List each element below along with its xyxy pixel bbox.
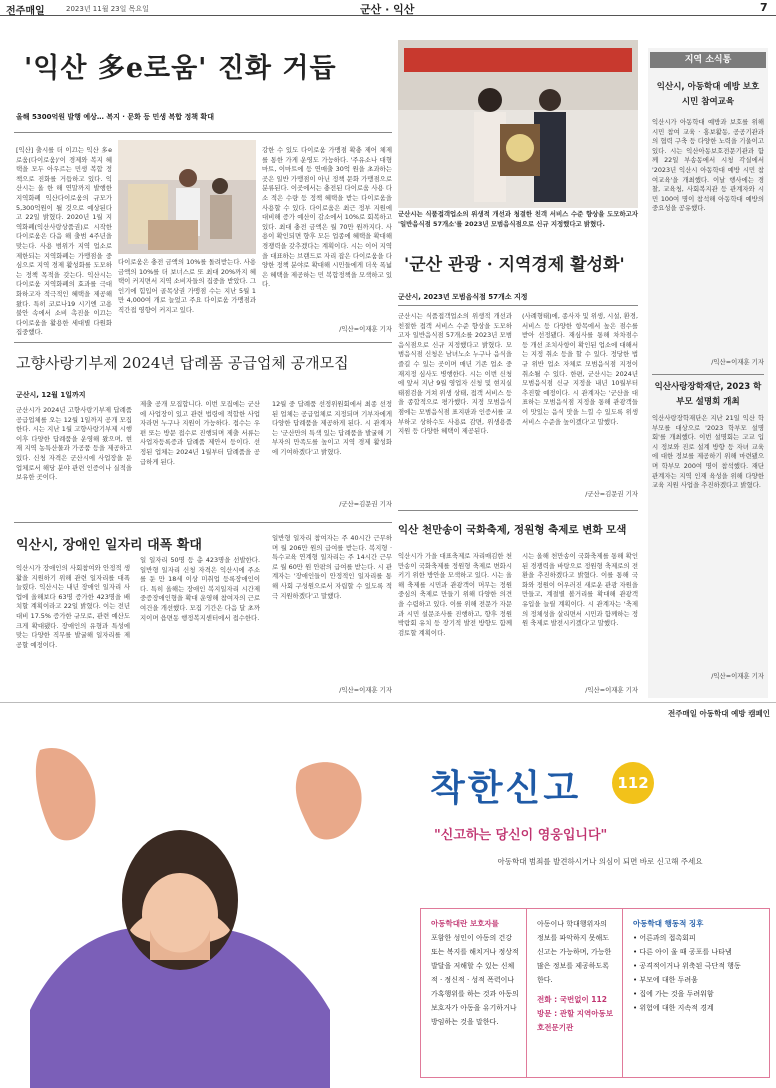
byline: /익산=이재훈 기자 xyxy=(339,686,392,694)
article-body: (사례형태)에, 종사자 및 위생, 시설, 환경, 서비스 등 다양한 항목에서 높은 점수를 받아 선정됐다. 재심사를 통해 차차점수 등 개선 조치사항이 확인된 업소에 대해서는 지정 취소 등을 할 수 있다. 정당한 법규 위반 업소 자체로 모범음식점 지정이 취소될 수 있다. 한편, 군산시는 2024년 모범음식점 신규 지정을 내년 10월부터 추진할 예정이다. 시 관계자는 '군산을 대표하는 모범음식점 지정을 통해 관광객들이 맛있는 음식 맛을 느낄 수 있도록 위생 서비스 수준을 높이겠다'고 말했다. xyxy=(522,312,638,426)
box-body: 포함한 성인이 아동의 건강 또는 복지를 해치거나 정상적 발달을 저해할 수 있는 신체적 · 정신적 · 성적 폭력이나 가혹행위를 하는 것과 아동의 보호자가 아동을 유기하거나 방임하는 것을 말한다. xyxy=(431,934,519,1026)
article-subheadline: 군산시, 2023년 모범음식점 57개소 지정 xyxy=(398,293,528,301)
article-body: 군산시는 식품접객업소의 위생적 개선과 친절한 접객 서비스 수준 향상을 도모하고자 일반음식점 57개소를 2023년 모범음식점으로 신규 지정했다고 밝혔다. 모범음식점 신청은 남녀노소 누구나 음식을 즐길 수 있는 곳이며 매년 기존 업소 중 재지정 심사도 병행한다. 시는 이번 신청에 앞서 지난 9월 영업자 신청 및 현지실태점검을 거쳐 위생 상태, 접객 서비스 등을 종합적으로 평가했다. 지정 모범음식점에는 모범음식점 표지판과 인증서를 교부하고 상하수도 사용료 감면, 위생용품 지원 등 다양한 혜택이 제공된다. xyxy=(398,312,512,436)
main-photo xyxy=(118,140,256,254)
article-body: 12월 중 답례품 선정위원회에서 최종 선정된 업체는 공급업체로 지정되며 기부자에게 다양한 답례품을 제공하게 된다. 시 관계자는 '군산만의 특색 있는 답례품을 발굴해 기부자의 만족도를 높이고 지역 경제 활성화에 기여하겠다'고 밝혔다. xyxy=(272,400,392,456)
byline: /익산=이재훈 기자 xyxy=(711,358,764,366)
article-body: 제출 공개 모집합니다. 이번 모집에는 군산에 사업장이 있고 관련 법령에 적합한 사업자라면 누구나 지원이 가능하다. 접수는 우편 또는 방문 접수로 진행되며 제출 서류는 사업자등록증과 답례품 제안서 등이다. 선정된 업체는 2024년 1월부터 답례품을 공급하게 된다. xyxy=(140,400,260,466)
byline: /군산=김문권 기자 xyxy=(585,490,638,498)
byline: /익산=이재훈 기자 xyxy=(585,686,638,694)
newspaper-logo: 전주매일 xyxy=(6,6,45,17)
box-title: 아동학대란 보호자를 xyxy=(431,919,499,928)
divider xyxy=(14,522,392,523)
gunsan-photo xyxy=(398,40,638,208)
list-item: • 위험에 대한 지속적 경계 xyxy=(633,1004,714,1012)
article-body: 강한 수 있도 다이로움 가맹점 확충 제어 체제를 통한 가게 운영도 가능하다. '주유소나 대형마트, 이마트에 등 연매출 30억 원을 초과하는 곳은 일반 가맹점이 아닌 정책 문화 가맹점으로 분류된다. 이곳에서는 충전된 다이로움 사용 다소 적은 수량 등 정책 혜택을 받는 다이로움을 사용할 수 있다. 다이로움은 최근 정부 지원에 대비해 증가 예산이 감소에서 10%로 회복하고 있다. 최대 충전 금액은 월 70만 원까지다. 사용이 확인되면 향후 모든 업종에 혜택을 확대해 경쟁력을 갖추겠다는 계획이다. 시는 이어 지역을 대표하는 브랜드로 자리 잡은 다이로움을 다양한 정책 분야로 확대해 시민들에게 더욱 폭넓은 혜택을 제공하는 민 복합정책을 모색하고 있다. xyxy=(262,146,392,289)
divider xyxy=(398,510,638,511)
article-body: 군산시가 2024년 고향사랑기부제 답례품 공급업체를 오는 12월 1일까지 공개 모집한다. 시는 지난 1월 고향사랑기부제 시행 이후 다양한 답례품을 운영해 왔으며, 현재 지역 농특산물과 가공품 등을 제공하고 있다. 신청 자격은 군산시에 사업장을 둔 업체로서 해당 분야 관련 인증이나 실적을 보유한 곳이다. xyxy=(16,406,132,482)
symptom-list xyxy=(633,931,759,1015)
article-subheadline: 군산시, 12월 1일까지 xyxy=(16,391,86,399)
article-body: 시는 올해 천만송이 국화축제를 통해 확인된 경쟁력을 바탕으로 정원형 축제로의 전환을 추진하겠다고 밝혔다. 이를 통해 국화와 정원이 어우러진 새로운 관광 자원을 만들고, 계절별 볼거리를 확대해 관광객 유입을 늘릴 계획이다. 시 관계자는 '축제의 정체성을 살리면서 시민과 함께하는 정원 축제로 발전시키겠다'고 말했다. xyxy=(522,552,638,628)
divider xyxy=(398,305,638,306)
list-item: • 다른 아이 울 때 공포를 나타냄 xyxy=(633,948,732,956)
divider xyxy=(14,132,392,133)
article-headline: 익산 천만송이 국화축제, 정원형 축제로 변화 모색 xyxy=(398,524,627,536)
box-visit: 방문 : 관할 지역아동보호전문기관 xyxy=(537,1009,614,1032)
divider xyxy=(14,342,392,343)
ad-slogan: "신고하는 당신이 영웅입니다" xyxy=(434,828,608,843)
ad-illustration xyxy=(0,730,420,1088)
section-title: 군산 · 익산 xyxy=(360,3,415,16)
emergency-badge: 112 xyxy=(612,762,654,804)
byline: /익산=이재훈 기자 xyxy=(711,672,764,680)
photo-caption: 다이로움은 충전 금액의 10%를 돌려받는다. 사용 금액의 10%를 더 보너스로 또 최대 20%까지 혜택이 커지면서 지역 소비자들의 집중을 받았다. 그 인기에 힘입어 골목상권 가맹점 수는 지난 5월 1만 4,000여 개로 늘었고 주요 다이로움 가맹점과 직간접 영향이 커지고 있다. xyxy=(118,258,256,314)
box-body: 아동이나 학대행위자의 정보를 파악하지 못해도 신고는 가능하며, 가능한 많은 정보를 제공하도록 한다. xyxy=(537,920,612,984)
article-body: 익산시가 가을 대표축제로 자리매김한 천만송이 국화축제를 정원형 축제로 변화시키기 위한 방안을 모색하고 있다. 시는 올해 축제를 시민과 관광객이 머무는 정원 중심의 축제로 만들기 위해 다양한 의견을 수렴하고 있다. 이를 위해 전문가 자문과 시민 설문조사를 진행하고, 향후 정원박람회 유치 등 장기적 발전 방향도 함께 검토할 계획이다. xyxy=(398,552,512,637)
article-headline: '군산 관광 · 지역경제 활성화' xyxy=(404,255,625,275)
list-item: • 어른과의 접촉회피 xyxy=(633,934,696,942)
list-item: • 집에 가는 것을 두려워함 xyxy=(633,990,714,998)
ad-info-box xyxy=(526,908,626,1078)
photo-caption: 군산시는 식품접객업소의 위생적 개선과 청결한 친객 서비스 수준 향상을 도모하고자 '일반음식점 57개소'를 2023년 모범음식점으로 신규 지정했다고 밝혔다. xyxy=(398,210,638,228)
main-subheadline: 올해 5300억원 발행 예상… 복지 · 문화 등 민생 복합 정책 확대 xyxy=(16,113,214,121)
article-body: [익산] 출시를 더 이끄는 익산 多e로움(다이로움)'이 경제와 복지 혜택을 모두 아우르는 민생 복합 정책으로 진화를 거듭하고 있다. 익산시는 올 한 해 연말까지 발행한 지역화폐 익산다이로움의 규모가 5,300억원이 될 것으로 예상된다고 22일 밝혔다. 2020년 1월 지역화폐(익산사랑상품권)로 시작한 다이로움은 다음 해 출범 4주년을 맞는다. 사용 범위가 지역 업소로 제한되는 지역화폐는 가맹점을 중심으로 지역 경제 활성화를 도모하는 정책 목적을 갖는다. 익산시는 다이로움 지역화폐의 효과를 극대화하고자 적극적인 혜택을 제공해왔다. 특히 코로나19 시기엔 고용 불안 속에서 소비 촉진을 이끄는 다이로움을 활용한 세대별 다원화 집중했다. xyxy=(16,146,112,337)
article-body: 익산시가 장애인의 사회참여와 안정적 생활을 지원하기 위해 관련 일자리를 대폭 늘렸다. 익산시는 내년 장애인 일자리 사업에 올해보다 63명 증가한 423명을 배치할 계획이라고 22일 밝혔다. 이는 전년 대비 17.5% 증가한 규모로, 관련 예산도 크게 확대됐다. 장애인의 유형과 특성에 맞는 다양한 직무를 발굴해 일자리를 제공할 예정이다. xyxy=(16,564,130,649)
article-body: 일반형 일자리 참여자는 주 40시간 근무하며 월 206만 원의 급여를 받는다. 복지형 · 특수교육 연계형 일자리는 주 14시간 근무로 월 60만 원 안팎의 급여를 받는다. 시 관계자는 '장애인들이 안정적인 일자리를 통해 사회 구성원으로서 자립할 수 있도록 적극 지원하겠다'고 말했다. xyxy=(272,534,392,600)
article-body: 일 일자리 50명 등 총 423명을 선발한다. 일반형 일자리 신청 자격은 익산시에 주소를 둔 만 18세 이상 미취업 등록장애인이다. 특히 올해는 장애인 복지일자리 시간제 중증장애인형을 확대 운영해 참여자의 근로 여건을 개선했다. 모집 기간은 다음 달 초까지이며 읍면동 행정복지센터에서 접수한다. xyxy=(140,556,260,622)
list-item: • 부모에 대한 두려움 xyxy=(633,976,698,984)
ad-info-box xyxy=(622,908,770,1078)
byline: /군산=김문권 기자 xyxy=(339,500,392,508)
box-title: 아동학대 행동적 징후 xyxy=(633,919,704,928)
sidebar-body: 익산사랑장학재단은 지난 21일 익산 학부모를 대상으로 '2023 학부모 설명회'를 개최했다. 이번 설명회는 고교 입시 정보와 진로 설계 방향 등 자녀 교육에 대한 정보를 제공하기 위해 마련됐으며 학부모 200여 명이 참석했다. 재단 관계자는 지역 인재 육성을 위해 다양한 교육 지원 사업을 추진하겠다고 밝혔다. xyxy=(652,414,764,490)
box-contact: 전화 : 국번없이 112 xyxy=(537,995,607,1004)
page-header xyxy=(0,0,776,16)
sidebar-body: 익산시가 아동학대 예방과 보호를 위해 시민 참여 교육 · 홍보활동, 공공기관과의 협력 구축 등 다양한 노력을 기울이고 있다. 시는 익산아동보호전문기관과 함께 22일 부송동에서 시청 각실에서 '2023년 익산시 아동학대 예방 시민 참여교육'을 개최했다. 이날 행사에는 경찰, 교육청, 사회복지관 등 관계자와 시민 100여 명이 참석해 아동학대 예방의 중요성을 공유했다. xyxy=(652,118,764,213)
main-headline: '익산 多e로움' 진화 거듭 xyxy=(24,53,337,84)
ad-org: 전주매일 아동학대 예방 캠페인 xyxy=(667,709,770,718)
ad-description: 아동학대 범죄를 발견하시거나 의심이 되면 바로 신고해 주세요 xyxy=(497,857,703,866)
divider xyxy=(652,374,764,375)
article-headline: 고향사랑기부제 2024년 답례품 공급업체 공개모집 xyxy=(16,354,349,372)
page-number: 7 xyxy=(760,1,768,14)
ad-headline: 착한신고 xyxy=(430,768,582,809)
issue-date: 2023년 11월 23일 목요일 xyxy=(66,5,149,13)
sidebar-label: 지역 소식통 xyxy=(650,52,766,68)
list-item: • 공격적이거나 위축된 극단적 행동 xyxy=(633,962,741,970)
sidebar-headline: 익산시, 아동학대 예방 보호 시민 참여교육 xyxy=(656,82,760,107)
byline: /익산=이재훈 기자 xyxy=(339,325,392,333)
ad-info-box xyxy=(420,908,530,1078)
sidebar-headline: 익산사랑장학재단, 2023 학부모 설명회 개최 xyxy=(654,382,762,407)
article-headline: 익산시, 장애인 일자리 대폭 확대 xyxy=(16,538,202,553)
